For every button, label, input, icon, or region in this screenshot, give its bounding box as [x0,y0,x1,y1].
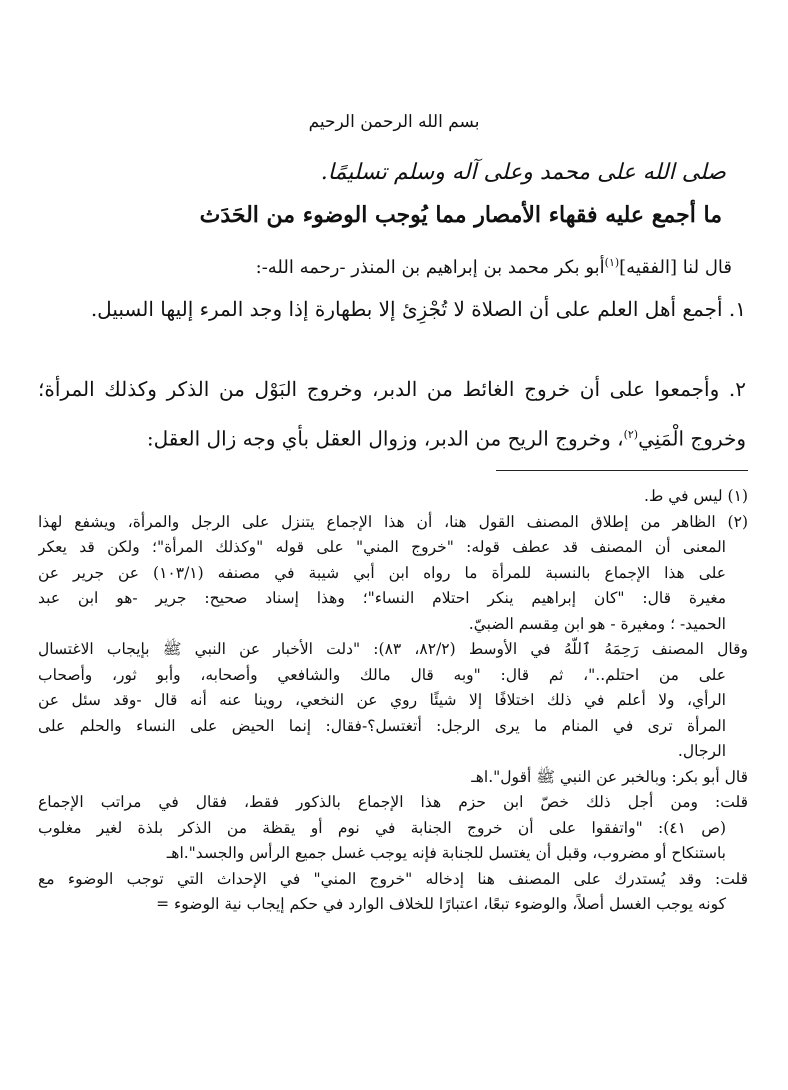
intro-line [256,256,732,278]
footnote-ref-2: (٢) [623,428,639,441]
footnote-2-line: قلت: وقد يُستدرك على المصنف هنا إدخاله "خروج المني" في الإحداث التي توجب الوضوء مع [38,869,748,888]
intro-text-before: قال لنا [الفقيه] [619,257,732,278]
footnotes [38,484,748,918]
salawat: صلى الله على محمد وعلى آله وسلم تسليمًا. [320,160,726,185]
footnote-2-line: قال أبو بكر: وبالخبر عن النبي ﷺ أقول".اهـ [471,767,748,786]
footnote-1: (١) ليس في ط. [644,487,748,505]
footnote-2-line: قلت: ومن أجل ذلك خصّ ابن حزم هذا الإجماع بالذكور فقط، فقال في مراتب الإجماع [38,793,748,811]
footnote-divider [496,470,748,471]
basmala: بسم الله الرحمن الرحيم [308,112,480,132]
footnote-2-line: الحميد- ؛ ومغيرة - هو ابن مِقسم الضبيّ. [468,614,726,633]
chapter-title: ما أجمع عليه فقهاء الأمصار مما يُوجب الوضوء من الحَدَث [199,202,722,228]
footnote-2-line [38,892,748,918]
footnote-2-line: على من احتلم.."، ثم قال: "وبه قال مالك والشافعي وأصحابه، وأبو ثور، وأصحاب [38,665,726,684]
footnote-2-line: على هذا الإجماع بالنسبة للمرأة ما رواه ابن أبي شيبة في مصنفه (١٠٣/١) عن جرير عن [38,563,726,582]
footnote-2-line: وقال المصنف رَحِمَهُ ٱللَّهُ في الأوسط (٨٢/٢، ٨٣): "دلت الأخبار عن النبي ﷺ بإيجاب الاغتسال [38,640,748,658]
paragraph-1: ١. أجمع أهل العلم على أن الصلاة لا تُجْزِئ إلا بطهارة إذا وجد المرء إليها السبيل. [90,297,746,321]
intro-text-after: أبو بكر محمد بن إبراهيم بن المنذر -رحمه الله-: [255,257,605,278]
footnote-2-line: (٢) الظاهر من إطلاق المصنف القول هنا، أن هذا الإجماع يتنزل على الرجل والمرأة، ويشفع لهذا [38,512,748,531]
footnote-2-line: مغيرة قال: "كان إبراهيم ينكر احتلام النساء"؛ وهذا إسناد صحيح: جرير -هو ابن عبد [38,589,726,607]
paragraph-2 [38,366,746,462]
footnote-2-line: المعنى أن المصنف قد عطف قوله: "خروج المني" على قوله "وكذلك المرأة"؛ ولكن قد يعكر [38,538,726,556]
footnote-2-last-text: كونه يوجب الغسل أصلاً، والوضوء تبعًا، اعتبارًا للخلاف الوارد في حكم إيجاب نية الوضوء [174,895,726,913]
continuation-mark: = [156,895,170,913]
paragraph-2-before: ٢. وأجمعوا على أن خروج الغائط من الدبر، وخروج البَوْل من الذكر وكذلك المرأة؛ وخروج الْمَنِي [38,377,746,451]
paragraph-2-after: ، وخروج الريح من الدبر، وزوال العقل بأي وجه زال العقل: [146,426,624,451]
footnote-2-line: الرأي، ولا أعلم في ذلك اختلافًا إلا شيئًا روي عن النخعي، روينا عنه أنه قال -وقد سئل عن [38,691,726,709]
footnote-2-line: (ص ٤١): "واتفقوا على أن خروج الجنابة في نوم أو يقظة من الذكر بلذة لغير مغلوب [38,818,726,837]
footnote-2-line: المرأة ترى في المنام ما يرى الرجل: أتغتسل؟-فقال: إنما الحيض على النساء والحلم على [38,716,726,735]
footnote-2-line: باستنكاح أو مضروب، وقبل أن يغتسل للجنابة فإنه يوجب غسل جميع الرأس والجسد".اهـ [166,844,726,862]
footnote-ref-1: (١) [604,256,620,269]
footnote-2-line: الرجال. [677,742,726,760]
